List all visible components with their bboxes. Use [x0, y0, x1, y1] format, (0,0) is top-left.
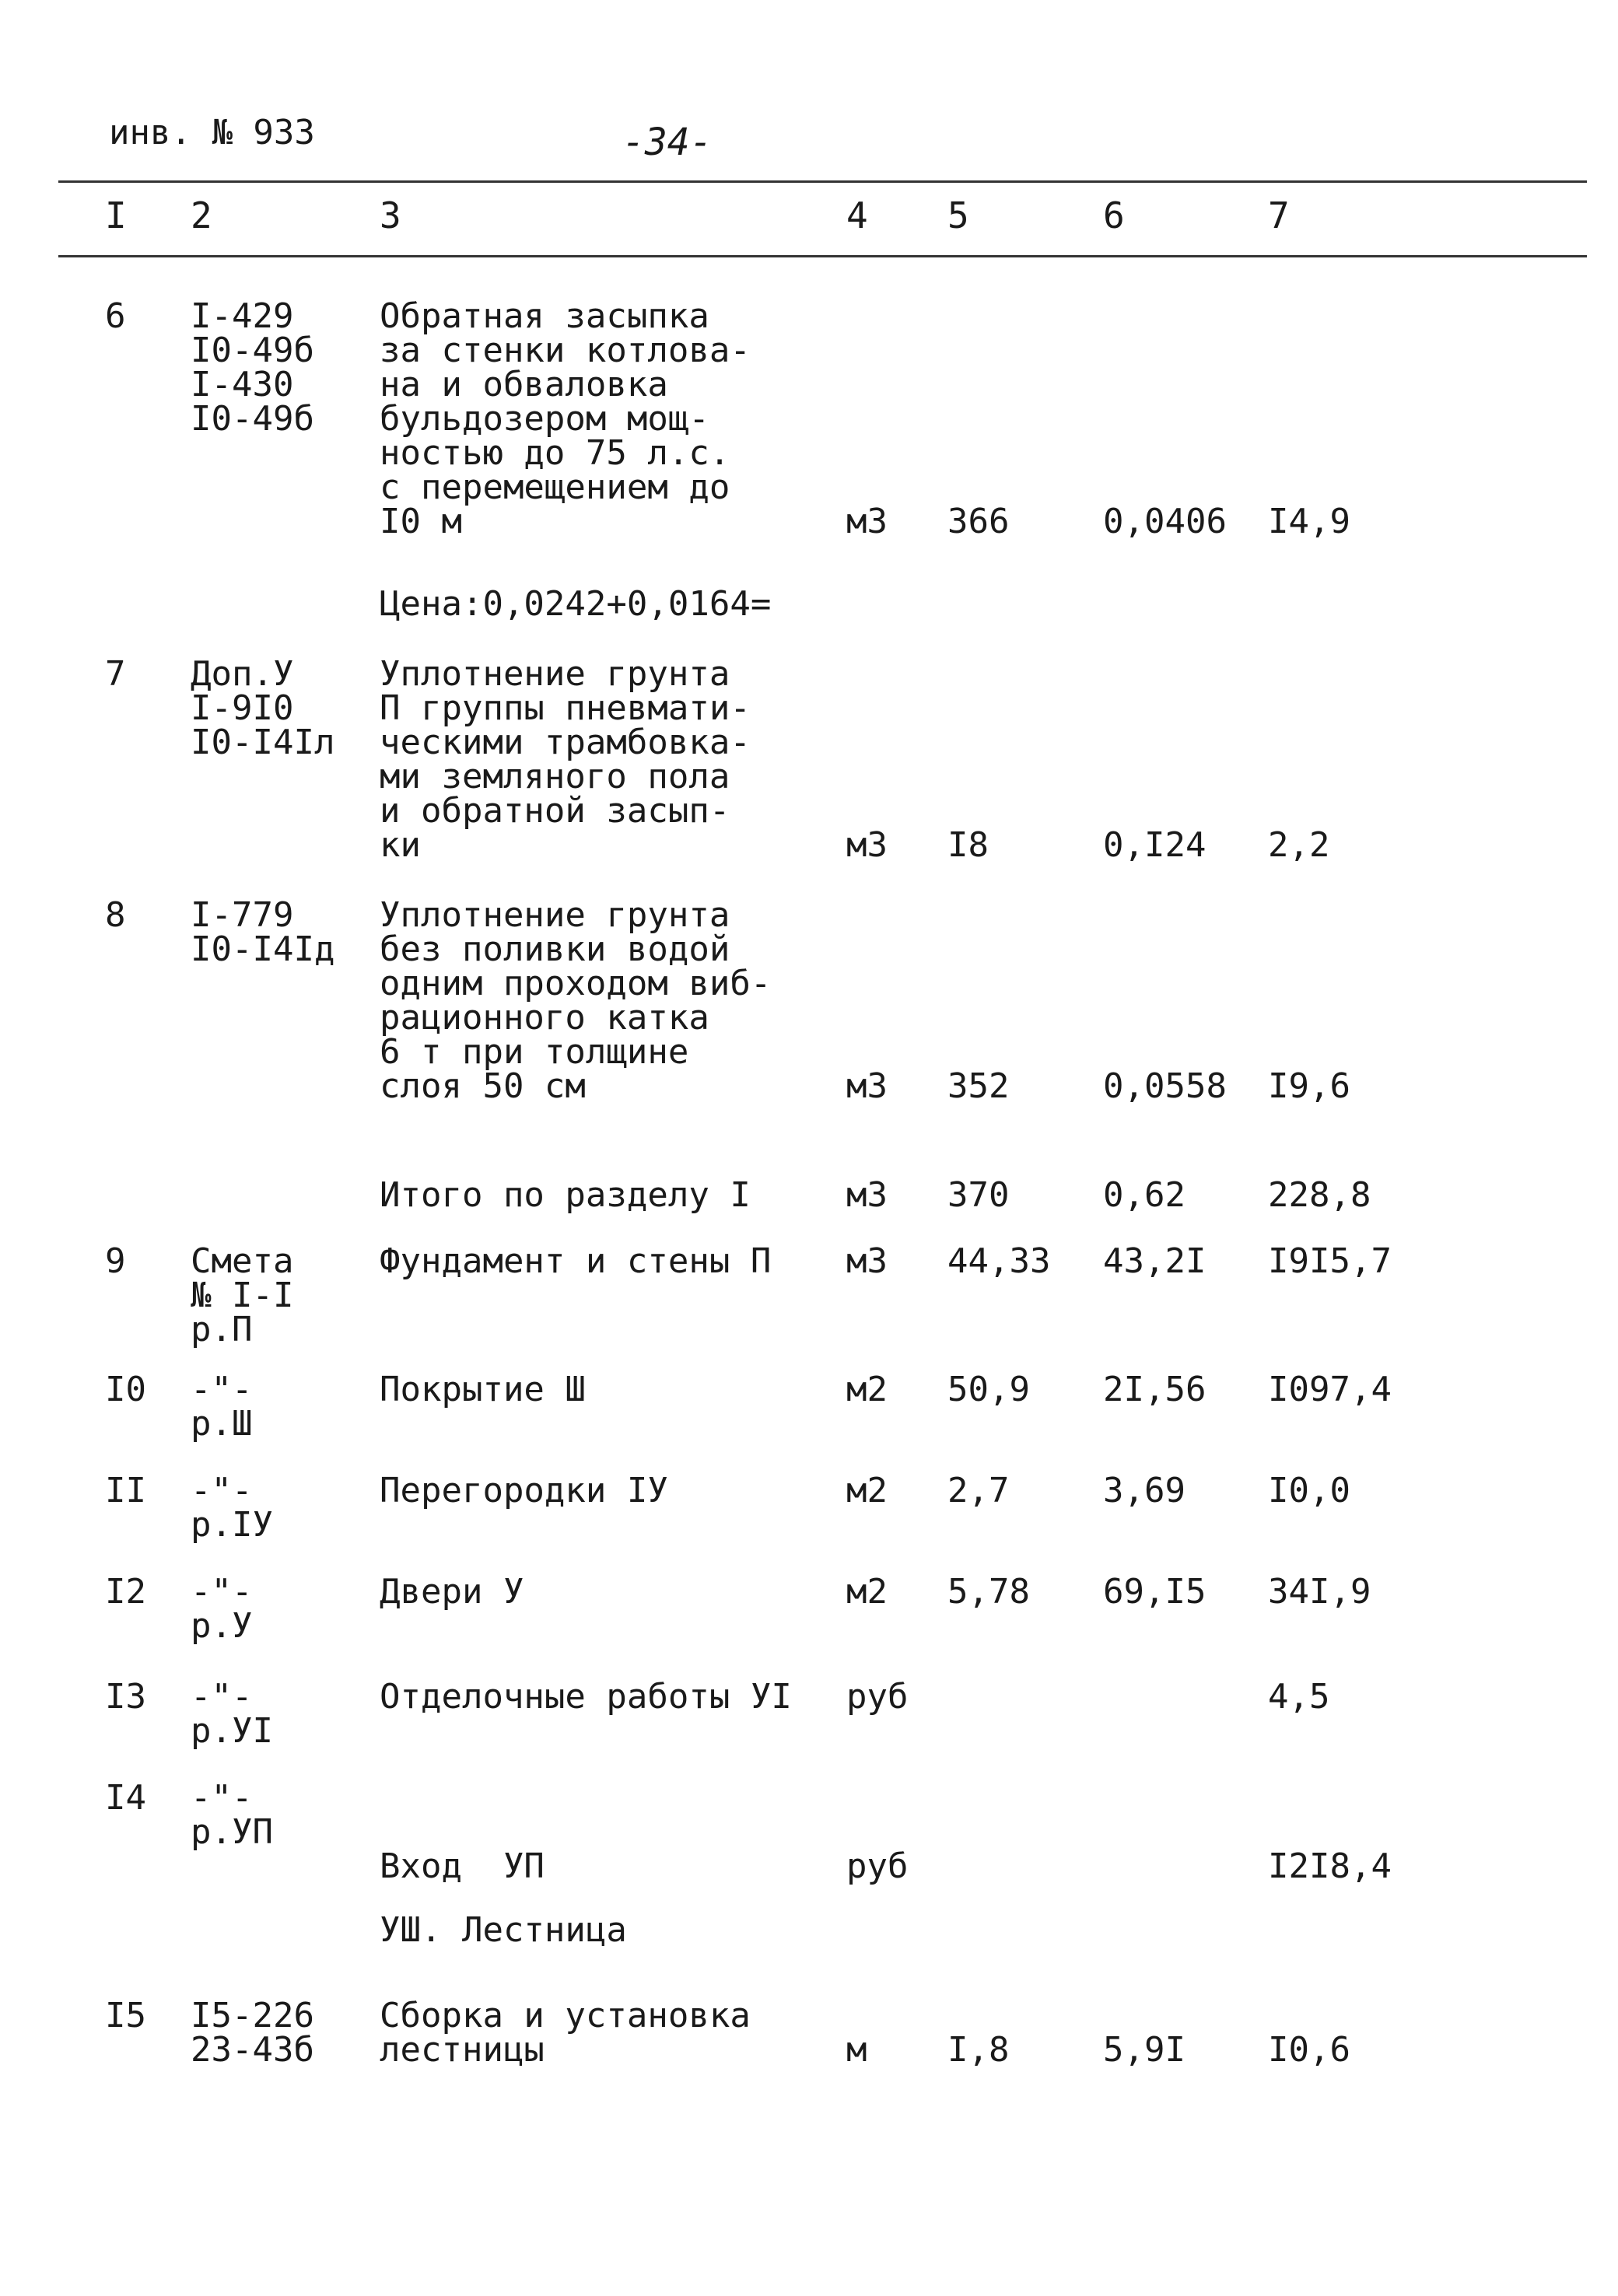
unit-price: 0,0558 — [1103, 1066, 1227, 1106]
work-description-line — [380, 1781, 545, 1815]
unit-price: 0,0406 — [1103, 502, 1227, 541]
table-row — [0, 895, 1618, 1178]
norm-codes-line: I0-I4Iл — [191, 723, 335, 762]
work-description-line: I0 м — [380, 502, 462, 541]
row-number: 8 — [105, 895, 126, 935]
unit: м2 — [846, 1572, 888, 1612]
work-description-line: Вход УП — [380, 1846, 545, 1886]
unit-price: 2I,56 — [1103, 1370, 1206, 1409]
norm-codes-line: р.Ш — [191, 1404, 253, 1444]
work-description — [380, 1175, 751, 1215]
table-row — [0, 654, 1618, 898]
norm-codes-line: -"- — [191, 1370, 253, 1409]
unit-price: 0,I24 — [1103, 825, 1206, 865]
table-row — [0, 1996, 1618, 2077]
unit: руб — [846, 1846, 909, 1886]
norm-codes-line: I0-49б — [191, 331, 314, 370]
row-number: I2 — [105, 1572, 146, 1612]
norm-codes — [191, 1471, 273, 1545]
norm-codes-line: -"- — [191, 1778, 253, 1818]
work-description-line: Обратная засыпка — [380, 296, 709, 336]
table-row — [0, 1910, 1618, 1999]
norm-codes-line: I-429 — [191, 296, 294, 336]
norm-codes — [191, 1370, 253, 1444]
work-description-line: слоя 50 см — [380, 1066, 586, 1106]
table-row — [0, 1572, 1618, 1680]
work-description-line: на и обваловка — [380, 365, 668, 404]
unit: м3 — [846, 825, 888, 865]
norm-codes-line: -"- — [191, 1572, 253, 1612]
unit: м3 — [846, 502, 888, 541]
total-cost: I4,9 — [1268, 502, 1350, 541]
norm-codes — [191, 1778, 273, 1852]
row-number: I5 — [105, 1996, 146, 2035]
total-cost: I0,6 — [1268, 2030, 1350, 2070]
norm-codes-line: р.IУ — [191, 1505, 273, 1545]
work-description-line: Перегородки IУ — [380, 1471, 668, 1510]
norm-codes — [191, 654, 335, 762]
norm-codes-line: -"- — [191, 1471, 253, 1510]
norm-codes-line: I0-49б — [191, 399, 314, 439]
work-description — [380, 1241, 772, 1281]
table-row — [0, 296, 1618, 587]
quantity: 366 — [947, 502, 1010, 541]
row-number: 6 — [105, 296, 126, 336]
quantity: 50,9 — [947, 1370, 1030, 1409]
work-description-line: Итого по разделу I — [380, 1175, 751, 1215]
row-number: I0 — [105, 1370, 146, 1409]
column-number-7: 7 — [1268, 194, 1290, 236]
unit-price: 0,62 — [1103, 1175, 1185, 1215]
work-description-line: без поливки водой — [380, 929, 730, 969]
work-description-line: за стенки котлова- — [380, 331, 751, 370]
table-row — [0, 1175, 1618, 1244]
unit-price: 69,I5 — [1103, 1572, 1206, 1612]
work-description-line: Цена:0,0242+0,0164= — [380, 584, 772, 624]
column-number-2: 2 — [191, 194, 212, 236]
work-description — [380, 584, 772, 624]
quantity: 352 — [947, 1066, 1010, 1106]
work-description — [380, 1996, 751, 2070]
column-number-row — [0, 194, 1618, 241]
work-description-line: ческими трамбовка- — [380, 723, 751, 762]
unit: м — [846, 2030, 867, 2070]
total-cost: 228,8 — [1268, 1175, 1371, 1215]
total-cost: 34I,9 — [1268, 1572, 1371, 1612]
quantity: I8 — [947, 825, 989, 865]
work-description-line: Покрытие Ш — [380, 1370, 586, 1409]
norm-codes-line: р.П — [191, 1310, 253, 1349]
row-number: 7 — [105, 654, 126, 694]
table-row — [0, 1778, 1618, 1913]
work-description-line: ки — [380, 825, 421, 865]
unit-price: 3,69 — [1103, 1471, 1185, 1510]
page-number: -34- — [622, 121, 713, 164]
work-description-line: с перемещением до — [380, 467, 730, 507]
work-description-line: 6 т при толщине — [380, 1032, 689, 1072]
work-description — [380, 1910, 627, 1950]
inventory-number: инв. № 933 — [109, 113, 315, 152]
unit: м2 — [846, 1471, 888, 1510]
table-row — [0, 1370, 1618, 1474]
unit-price: 43,2I — [1103, 1241, 1206, 1281]
quantity: 2,7 — [947, 1471, 1010, 1510]
work-description — [380, 1781, 545, 1884]
column-number-4: 4 — [846, 194, 868, 236]
work-description — [380, 1370, 586, 1409]
norm-codes-line: -"- — [191, 1677, 253, 1717]
work-description — [380, 895, 772, 1106]
total-cost: 2,2 — [1268, 825, 1330, 865]
work-description — [380, 1471, 668, 1510]
total-cost: I0,0 — [1268, 1471, 1350, 1510]
norm-codes — [191, 895, 335, 969]
unit: м3 — [846, 1175, 888, 1215]
norm-codes-line: р.У — [191, 1606, 253, 1646]
norm-codes — [191, 1241, 294, 1349]
norm-codes-line: I-779 — [191, 895, 294, 935]
column-number-6: 6 — [1103, 194, 1125, 236]
column-number-1: I — [105, 194, 127, 236]
work-description-line: рационного катка — [380, 998, 709, 1038]
norm-codes-line: I-9I0 — [191, 688, 294, 728]
norm-codes-line: р.УП — [191, 1812, 273, 1852]
unit: м2 — [846, 1370, 888, 1409]
unit: м3 — [846, 1241, 888, 1281]
header-rule — [58, 255, 1587, 257]
work-description-line: Фундамент и стены П — [380, 1241, 772, 1281]
work-description-line: одним проходом виб- — [380, 964, 772, 1003]
norm-codes-line: р.УI — [191, 1711, 273, 1751]
norm-codes — [191, 1996, 314, 2070]
work-description — [380, 654, 751, 865]
work-description-line: Уплотнение грунта — [380, 654, 730, 694]
work-description — [380, 1677, 792, 1717]
norm-codes-line: Доп.У — [191, 654, 294, 694]
norm-codes-line: Смета — [191, 1241, 294, 1281]
work-description-line: П группы пневмати- — [380, 688, 751, 728]
work-description-line: и обратной засып- — [380, 791, 730, 831]
unit-price: 5,9I — [1103, 2030, 1185, 2070]
work-description-line: бульдозером мощ- — [380, 399, 709, 439]
quantity: 44,33 — [947, 1241, 1051, 1281]
total-cost: I097,4 — [1268, 1370, 1392, 1409]
table-row — [0, 1471, 1618, 1575]
work-description-line: лестницы — [380, 2030, 545, 2070]
row-number: I4 — [105, 1778, 146, 1818]
norm-codes-line: I0-I4Iд — [191, 929, 335, 969]
work-description-line: Двери У — [380, 1572, 524, 1612]
column-number-3: 3 — [380, 194, 401, 236]
table-row — [0, 1677, 1618, 1781]
row-number: I3 — [105, 1677, 146, 1717]
norm-codes-line: I5-226 — [191, 1996, 314, 2035]
top-rule — [58, 180, 1587, 183]
unit: м3 — [846, 1066, 888, 1106]
estimate-table — [0, 296, 1618, 2077]
norm-codes — [191, 296, 314, 439]
quantity: 5,78 — [947, 1572, 1030, 1612]
total-cost: I9,6 — [1268, 1066, 1350, 1106]
work-description-line: ностью до 75 л.с. — [380, 433, 730, 473]
row-number: II — [105, 1471, 146, 1510]
work-description-line: ми земляного пола — [380, 757, 730, 796]
norm-codes — [191, 1677, 273, 1751]
work-description-line: УШ. Лестница — [380, 1910, 627, 1950]
table-row — [0, 584, 1618, 657]
work-description-line: Уплотнение грунта — [380, 895, 730, 935]
total-cost: I2I8,4 — [1268, 1846, 1392, 1886]
table-row — [0, 1241, 1618, 1373]
work-description-line: Отделочные работы УI — [380, 1677, 792, 1717]
quantity: I,8 — [947, 2030, 1010, 2070]
quantity: 370 — [947, 1175, 1010, 1215]
norm-codes-line: I-430 — [191, 365, 294, 404]
work-description — [380, 296, 751, 541]
work-description-line: Сборка и установка — [380, 1996, 751, 2035]
norm-codes-line: 23-43б — [191, 2030, 314, 2070]
unit: руб — [846, 1677, 909, 1717]
norm-codes — [191, 1572, 253, 1646]
total-cost: 4,5 — [1268, 1677, 1330, 1717]
norm-codes-line: № I-I — [191, 1276, 294, 1315]
row-number: 9 — [105, 1241, 126, 1281]
work-description-line — [380, 1815, 545, 1850]
work-description — [380, 1572, 524, 1612]
total-cost: I9I5,7 — [1268, 1241, 1392, 1281]
column-number-5: 5 — [947, 194, 969, 236]
